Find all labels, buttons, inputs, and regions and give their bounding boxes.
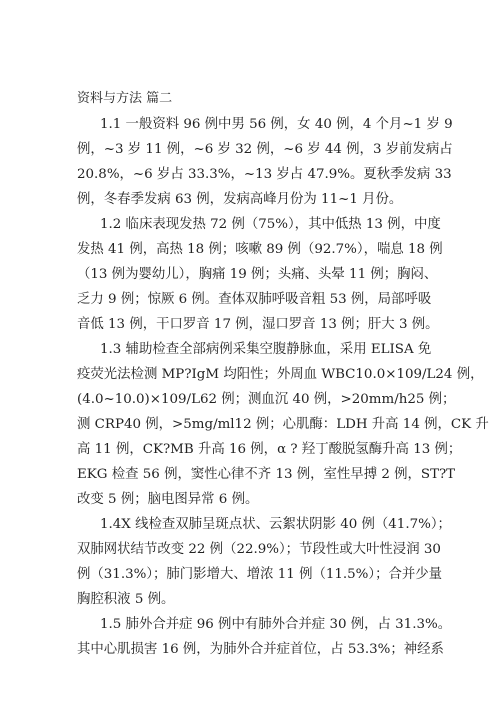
document-heading: 资料与方法 篇二 bbox=[77, 91, 173, 106]
para-1-2-line-3: （13 例为婴幼儿），胸痛 19 例；头痛、头晕 11 例；胸闷、 bbox=[77, 267, 438, 282]
para-1-3-line-6: EKG 检查 56 例，窦性心律不齐 13 例，室性早搏 2 例，ST?T bbox=[77, 467, 456, 482]
para-1-1-line-3: 20.8%，~6 岁占 33.3%，~13 岁占 47.9%。夏秋季发病 33 bbox=[77, 167, 452, 182]
para-1-4-line-1: 1.4X 线检查双肺呈斑点状、云絮状阴影 40 例（41.7%）； bbox=[100, 517, 451, 532]
para-1-3-line-7: 改变 5 例；脑电图异常 6 例。 bbox=[77, 492, 259, 507]
para-1-2-line-1: 1.2 临床表现发热 72 例（75%），其中低热 13 例，中度 bbox=[100, 217, 441, 232]
para-1-4-line-3: 例（31.3%）；肺门影增大、增浓 11 例（11.5%）；合并少量 bbox=[77, 567, 443, 582]
para-1-2-line-4: 乏力 9 例；惊厥 6 例。查体双肺呼吸音粗 53 例，局部呼吸 bbox=[77, 292, 432, 307]
para-1-2-line-2: 发热 41 例，高热 18 例；咳嗽 89 例（92.7%），喘息 18 例 bbox=[77, 242, 443, 257]
para-1-3-line-2: 疫荧光法检测 MP?IgM 均阳性；外周血 WBC10.0×109/L24 例， bbox=[77, 367, 484, 382]
para-1-5-line-1: 1.5 肺外合并症 96 例中有肺外合并症 30 例，占 31.3%。 bbox=[100, 617, 452, 632]
para-1-1-line-1: 1.1 一般资料 96 例中男 56 例，女 40 例，4 个月~1 岁 9 bbox=[100, 117, 453, 132]
para-1-3-line-1: 1.3 辅助检查全部病例采集空腹静脉血，采用 ELISA 免 bbox=[100, 342, 432, 357]
para-1-1-line-2: 例，~3 岁 11 例，~6 岁 32 例，~6 岁 44 例，3 岁前发病占 bbox=[77, 142, 453, 157]
para-1-5-line-2: 其中心肌损害 16 例，为肺外合并症首位，占 53.3%；神经系 bbox=[77, 642, 444, 657]
para-1-2-line-5: 音低 13 例，干口罗音 17 例，湿口罗音 13 例；肝大 3 例。 bbox=[77, 317, 439, 332]
para-1-1-line-4: 例，冬春季发病 63 例，发病高峰月份为 11~1 月份。 bbox=[77, 192, 403, 207]
para-1-3-line-3: (4.0~10.0)×109/L62 例；测血沉 40 例，>20mm/h25 例； bbox=[77, 392, 456, 407]
para-1-3-line-4: 测 CRP40 例，>5mg/ml12 例；心肌酶：LDH 升高 14 例，CK 升 bbox=[77, 417, 489, 432]
para-1-4-line-4: 胸腔积液 5 例。 bbox=[77, 592, 175, 607]
para-1-4-line-2: 双肺网状结节改变 22 例（22.9%）；节段性或大叶性浸润 30 bbox=[77, 542, 441, 557]
para-1-3-line-5: 高 11 例，CK?MB 升高 16 例，α ? 羟丁酸脱氢酶升高 13 例； bbox=[77, 442, 462, 457]
